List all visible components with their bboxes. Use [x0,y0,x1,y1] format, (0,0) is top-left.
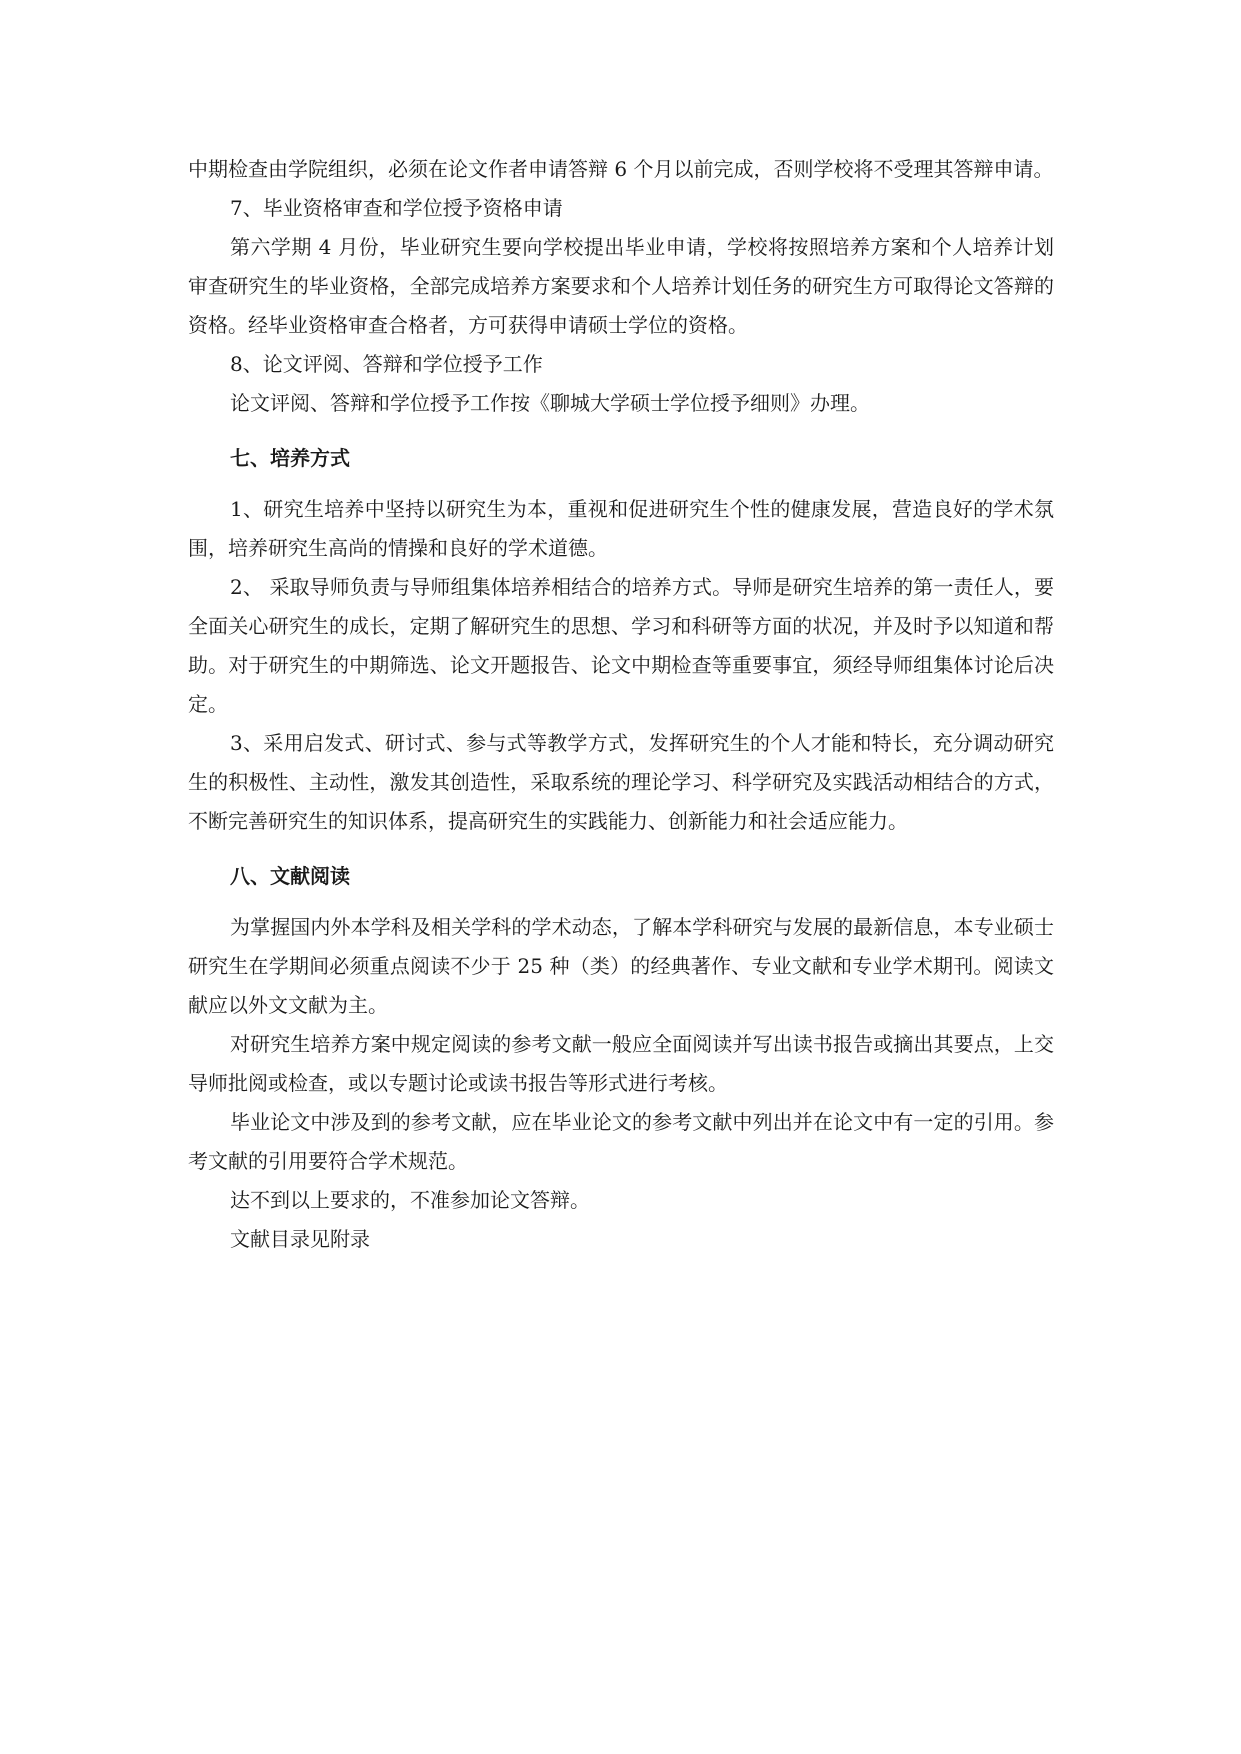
document-page [188,150,1054,1259]
section-8-paragraph-3: 毕业论文中涉及到的参考文献，应在毕业论文的参考文献中列出并在论文中有一定的引用。参考文献的引用要符合学术规范。 [188,1110,1054,1173]
section-8-paragraph-1: 为掌握国内外本学科及相关学科的学术动态，了解本学科研究与发展的最新信息，本专业硕士研究生在学期间必须重点阅读不少于 25 种（类）的经典著作、专业文献和专业学术期刊。阅读文献应以外文文献为主。 [188,915,1054,1017]
section-8-paragraph-5: 文献目录见附录 [230,1227,370,1251]
item-7-title: 7、毕业资格审查和学位授予资格申请 [230,196,563,220]
section-7-paragraph-1: 1、研究生培养中坚持以研究生为本，重视和促进研究生个性的健康发展，营造良好的学术氛围，培养研究生高尚的情操和良好的学术道德。 [188,497,1054,560]
item-7-body: 第六学期 4 月份，毕业研究生要向学校提出毕业申请，学校将按照培养方案和个人培养计划审查研究生的毕业资格，全部完成培养方案要求和个人培养计划任务的研究生方可取得论文答辩的资格。经毕业资格审查合格者，方可获得申请硕士学位的资格。 [188,235,1054,337]
section-7-heading: 七、培养方式 [230,446,350,470]
paragraph-midterm-check: 中期检查由学院组织，必须在论文作者申请答辩 6 个月以前完成，否则学校将不受理其答辩申请。 [188,157,1054,181]
section-8-paragraph-4: 达不到以上要求的，不准参加论文答辩。 [230,1188,590,1212]
section-7-paragraph-2: 2、 采取导师负责与导师组集体培养相结合的培养方式。导师是研究生培养的第一责任人，要全面关心研究生的成长，定期了解研究生的思想、学习和科研等方面的状况，并及时予以知道和帮助。对于研究生的中期筛选、论文开题报告、论文中期检查等重要事宜，须经导师组集体讨论后决定。 [188,575,1054,716]
item-8-body: 论文评阅、答辩和学位授予工作按《聊城大学硕士学位授予细则》办理。 [230,391,870,415]
section-8-paragraph-2: 对研究生培养方案中规定阅读的参考文献一般应全面阅读并写出读书报告或摘出其要点，上交导师批阅或检查，或以专题讨论或读书报告等形式进行考核。 [188,1032,1054,1095]
item-8-title: 8、论文评阅、答辩和学位授予工作 [230,352,543,376]
section-8-heading: 八、文献阅读 [230,864,350,888]
section-7-paragraph-3: 3、采用启发式、研讨式、参与式等教学方式，发挥研究生的个人才能和特长，充分调动研究生的积极性、主动性，激发其创造性，采取系统的理论学习、科学研究及实践活动相结合的方式，不断完善研究生的知识体系，提高研究生的实践能力、创新能力和社会适应能力。 [188,731,1054,833]
